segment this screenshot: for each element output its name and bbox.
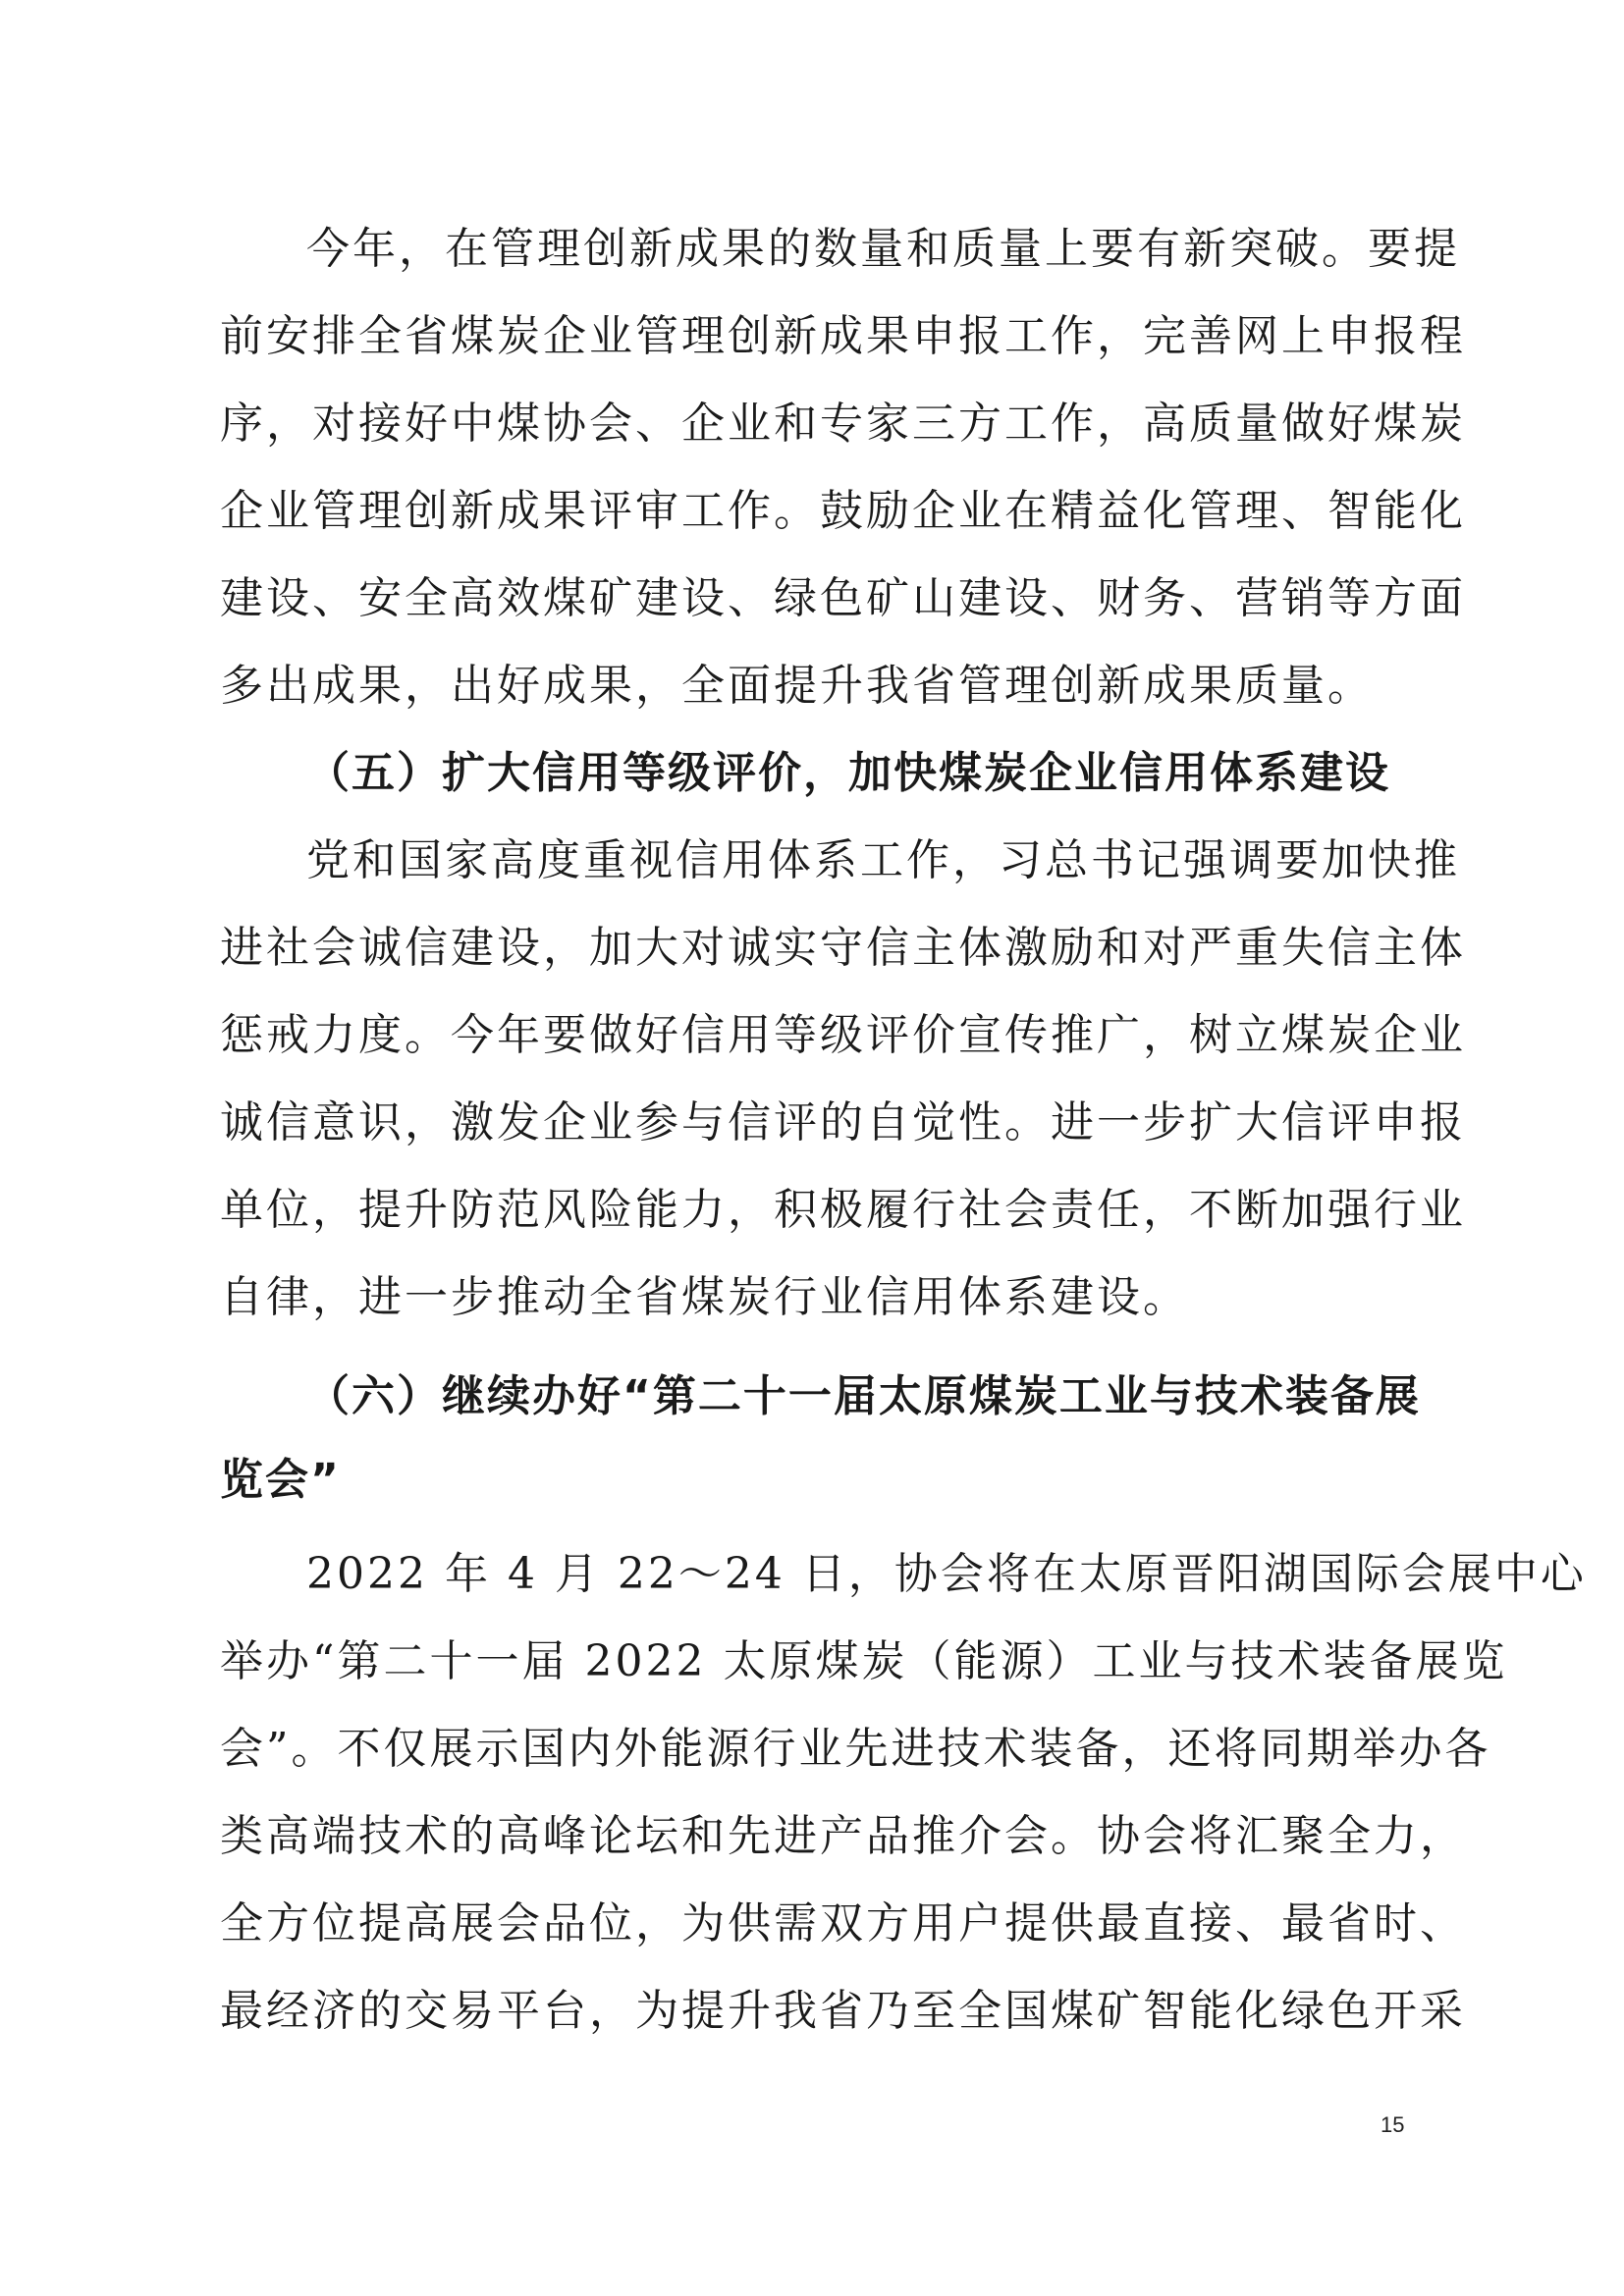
paragraph-line: 2022 年 4 月 22～24 日，协会将在太原晋阳湖国际会展中心: [306, 1549, 1587, 1599]
page-number: 15: [1380, 2112, 1405, 2137]
paragraph-line: 最经济的交易平台，为提升我省乃至全国煤矿智能化绿色开采: [220, 1986, 1466, 2036]
paragraph-line: 建设、安全高效煤矿建设、绿色矿山建设、财务、营销等方面: [220, 573, 1466, 623]
paragraph-line: 多出成果，出好成果，全面提升我省管理创新成果质量。: [220, 661, 1374, 711]
paragraph-line: 序，对接好中煤协会、企业和专家三方工作，高质量做好煤炭: [220, 399, 1466, 449]
section-heading: 览会”: [220, 1455, 341, 1505]
paragraph-line: 惩戒力度。今年要做好信用等级评价宣传推广，树立煤炭企业: [220, 1010, 1466, 1060]
paragraph-line: 进社会诚信建设，加大对诚实守信主体激励和对严重失信主体: [220, 923, 1466, 973]
paragraph-line: 诚信意识，激发企业参与信评的自觉性。进一步扩大信评申报: [220, 1097, 1466, 1148]
paragraph-line: 自律，进一步推动全省煤炭行业信用体系建设。: [220, 1272, 1189, 1322]
paragraph-line: 类高端技术的高峰论坛和先进产品推介会。协会将汇聚全力，: [220, 1811, 1466, 1861]
paragraph-line: 前安排全省煤炭企业管理创新成果申报工作，完善网上申报程: [220, 311, 1466, 361]
paragraph-line: 会”。不仅展示国内外能源行业先进技术装备，还将同期举办各: [220, 1724, 1491, 1774]
paragraph-line: 党和国家高度重视信用体系工作，习总书记强调要加快推: [306, 835, 1460, 885]
paragraph-line: 全方位提高展会品位，为供需双方用户提供最直接、最省时、: [220, 1898, 1466, 1949]
paragraph-line: 单位，提升防范风险能力，积极履行社会责任，不断加强行业: [220, 1185, 1466, 1235]
paragraph-line: 企业管理创新成果评审工作。鼓励企业在精益化管理、智能化: [220, 486, 1466, 536]
section-heading: （六）继续办好“第二十一届太原煤炭工业与技术装备展: [306, 1371, 1421, 1421]
paragraph-line: 举办“第二十一届 2022 太原煤炭（能源）工业与技术装备展览: [220, 1636, 1508, 1686]
paragraph-line: 今年，在管理创新成果的数量和质量上要有新突破。要提: [306, 224, 1460, 274]
section-heading: （五）扩大信用等级评价，加快煤炭企业信用体系建设: [306, 748, 1390, 798]
